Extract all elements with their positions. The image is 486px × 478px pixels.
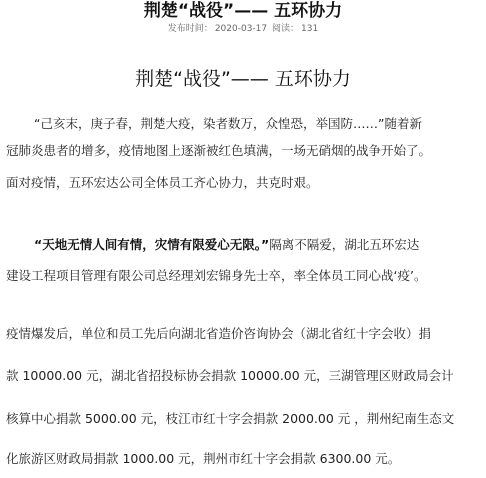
paragraph-line: 化旅游区财政局捐款 1000.00 元，荆州市红十字会捐款 6300.00 元。: [6, 451, 401, 466]
article-title: 荆楚“战役”—— 五环协力: [135, 68, 351, 90]
views-label: 阅读：: [272, 24, 300, 34]
paragraph-text: 隔离不隔爱，湖北五环宏达: [269, 237, 420, 252]
bold-quote: “天地无情人间有情，灾情有限爱心无限。”: [34, 237, 270, 252]
page-header-title: 荆楚“战役”—— 五环协力: [143, 1, 343, 21]
publish-meta: [0, 24, 486, 34]
paragraph-line: “己亥末，庚子春，荆楚大疫，染者数万，众惶恐，举国防……”随着新: [34, 116, 422, 131]
paragraph-line: [6, 232, 486, 258]
paragraph-line: 疫情爆发后，单位和员工先后向湖北省造价咨询协会（湖北省红十字会收）捐: [6, 326, 432, 341]
paragraph-line: 款 10000.00 元，湖北省招投标协会捐款 10000.00 元，三湖管理区财政局会计: [6, 368, 454, 383]
paragraph-line: 核算中心捐款 5000.00 元，枝江市红十字会捐款 2000.00 元 ，荆州纪南生态文: [6, 411, 455, 426]
views-count: 131: [301, 24, 319, 34]
paragraph-line: 冠肺炎患者的增多，疫情地图上逐渐被红色填满，一场无硝烟的战争开始了。: [6, 143, 432, 158]
publish-date: 2020-03-17: [214, 24, 268, 34]
paragraph-line: 面对疫情，五环宏达公司全体员工齐心协力，共克时艰。: [6, 175, 319, 190]
publish-label: 发布时间：: [167, 24, 213, 34]
paragraph-line: 建设工程项目管理有限公司总经理刘宏锦身先士卒，率全体员工同心战‘疫’。: [6, 268, 427, 283]
